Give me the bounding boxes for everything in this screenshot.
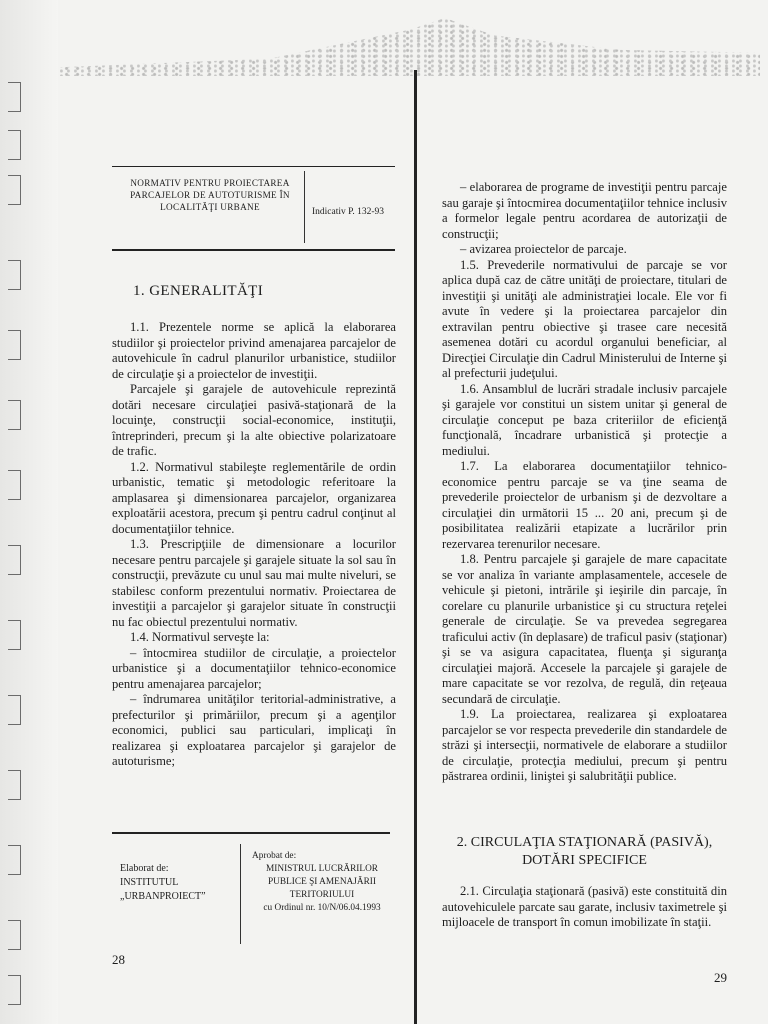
section-title-circulatia: 2. CIRCULAŢIA STAŢIONARĂ (PASIVĂ), DOTĂRI SPECIFICE	[456, 835, 713, 868]
paragraph: 1.3. Prescripţiile de dimensionare a locurilor necesare pentru parcajele şi garajele situate la sol sau în construcţii, prevăzute cu unul sau mai multe niveluri, se stabilesc conform prezentului normativ. Proiectarea de investiţii a parcajelor şi garajelor situate în construcţii nu fac obiectul prezentului normativ.	[112, 537, 396, 629]
elaborat-value: INSTITUTUL „URBANPROIECT”	[120, 877, 206, 902]
list-item: – elaborarea de programe de investiţii pentru parcaje sau garaje şi întocmirea documentaţiilor tehnice inclusiv a formelor legale pentru acordarea de autorizaţii de construcţii;	[442, 180, 727, 241]
list-item: – îndrumarea unităţilor teritorial-administrative, a prefecturilor şi primăriilor, precum şi a agenţilor economici, publici sau particulari, implicaţi în realizarea şi exploatarea parcajelor şi garajelor de autoturisme;	[112, 692, 396, 768]
elaborat-label: Elaborat de:	[120, 863, 169, 874]
paragraph: 1.7. La elaborarea documentaţiilor tehnico-economice pentru parcaje se va ţine seama de prevederile proiectelor de urbanism şi de dezvoltare a circulaţiei din următorii 15 ... 20 ani, precum şi de posibilitatea realizării etapizate a lucrărilor prin rezervarea terenurilor necesare.	[442, 459, 727, 551]
right-page-body	[442, 180, 727, 785]
paragraph: 1.4. Normativul serveşte la:	[130, 630, 270, 644]
paragraph: 1.1. Prezentele norme se aplică la elaborarea studiilor şi proiectelor privind amenajarea parcajelor de autovehicule în cadrul planurilor urbanistice, studiilor de circulaţie şi a proiectelor de investiţii.	[112, 320, 396, 381]
paragraph: 1.5. Prevederile normativului de parcaje se vor aplica după caz de către unităţi de proiectare, titulari de investiţii şi unităţi ale administraţiei locale. Ele vor fi avute în vedere şi la proiectarea parcajelor din extravilan pentru obiective şi trasee care necesită asemenea dotări cu acordul organului beneficiar, al Direcţiei Circulaţie din Cadrul Ministerului de Interne şi al prefecturii judeţului.	[442, 257, 727, 380]
right-page-body-2	[442, 884, 727, 931]
paragraph: 1.8. Pentru parcajele şi garajele de mare capacitate se vor analiza în variante amplasamentele, accesele de vehicule şi pietoni, intrările şi ieşirile din parcaje, în corelare cu planurile urbanistice şi cu structura reţelei generale de circulaţie. Se va prevedea segregarea traficului activ (în deplasare) de traficul pasiv (staţionar) şi se va asigura capacitatea, fluenţa şi siguranţa circulaţiei majoră. Accesele la parcajele şi garajele de mare capacitate se vor rezolva, de regulă, din reţeaua secundară de circulaţie.	[442, 552, 727, 706]
section-title-generalitati: 1. GENERALITĂŢI	[133, 283, 264, 299]
aprobat-label: Aprobat de:	[252, 851, 297, 861]
document-header	[112, 166, 395, 251]
paragraph: 1.6. Ansamblul de lucrări stradale inclusiv parcajele şi garajele vor constitui un sistem unitar şi general de circulaţie conceput pe baza criteriilor de eficienţă funcţională, încadrare urbanistică şi protecţie a mediului.	[442, 381, 727, 458]
paragraph: 1.2. Normativul stabileşte reglementările de ordin urbanistic, tematic şi metodologic referitoare la amplasarea şi dimensionarea parcajelor, organizarea exploatării acestora, precum şi pentru cadrul conţinut al documentaţiilor tehnice.	[112, 459, 396, 536]
binder-edge	[0, 0, 58, 1024]
paragraph: Parcajele şi garajele de autovehicule reprezintă dotări necesare circulaţiei pasivă-staţionară de la locuinţe, construcţii social-economice, instituţii, întreprinderi, precum şi la alte obiective polarizatoare de trafic.	[112, 382, 396, 458]
page-number-left: 28	[112, 952, 125, 967]
aprobat-order: cu Ordinul nr. 10/N/06.04.1993	[263, 903, 381, 913]
left-page-body	[112, 320, 396, 770]
paragraph: 1.9. La proiectarea, realizarea şi exploatarea parcajelor se vor respecta prevederile din standardele de străzi şi intersecţii, normativele de elaborare a studiilor de circulaţie, protecţia mediului, precum şi pentru păstrarea ordinii, liniştei şi salubrităţii publice.	[442, 707, 727, 783]
list-item: – avizarea proiectelor de parcaje.	[460, 242, 627, 256]
document-title: NORMATIV PENTRU PROIECTAREA PARCAJELOR DE AUTOTURISME ÎN LOCALITĂŢI URBANE	[130, 178, 290, 212]
list-item: – întocmirea studiilor de circulaţie, a proiectelor urbanistice şi a documentaţiilor tehnico-economice pentru amenajarea parcajelor;	[112, 645, 396, 691]
aprobat-value: MINISTRUL LUCRĂRILOR PUBLICE ŞI AMENAJĂRII TERITORIULUI	[266, 864, 378, 900]
document-indicativ: Indicativ P. 132-93	[312, 207, 385, 217]
paragraph: 2.1. Circulaţia staţionară (pasivă) este constituită din autovehiculele parcate sau garate, inclusiv taximetrele şi mijloacele de transport în comun imobilizate în staţii.	[442, 884, 727, 929]
approval-box	[112, 832, 390, 954]
page-number-right: 29	[714, 970, 727, 985]
book-spine	[414, 70, 417, 1024]
